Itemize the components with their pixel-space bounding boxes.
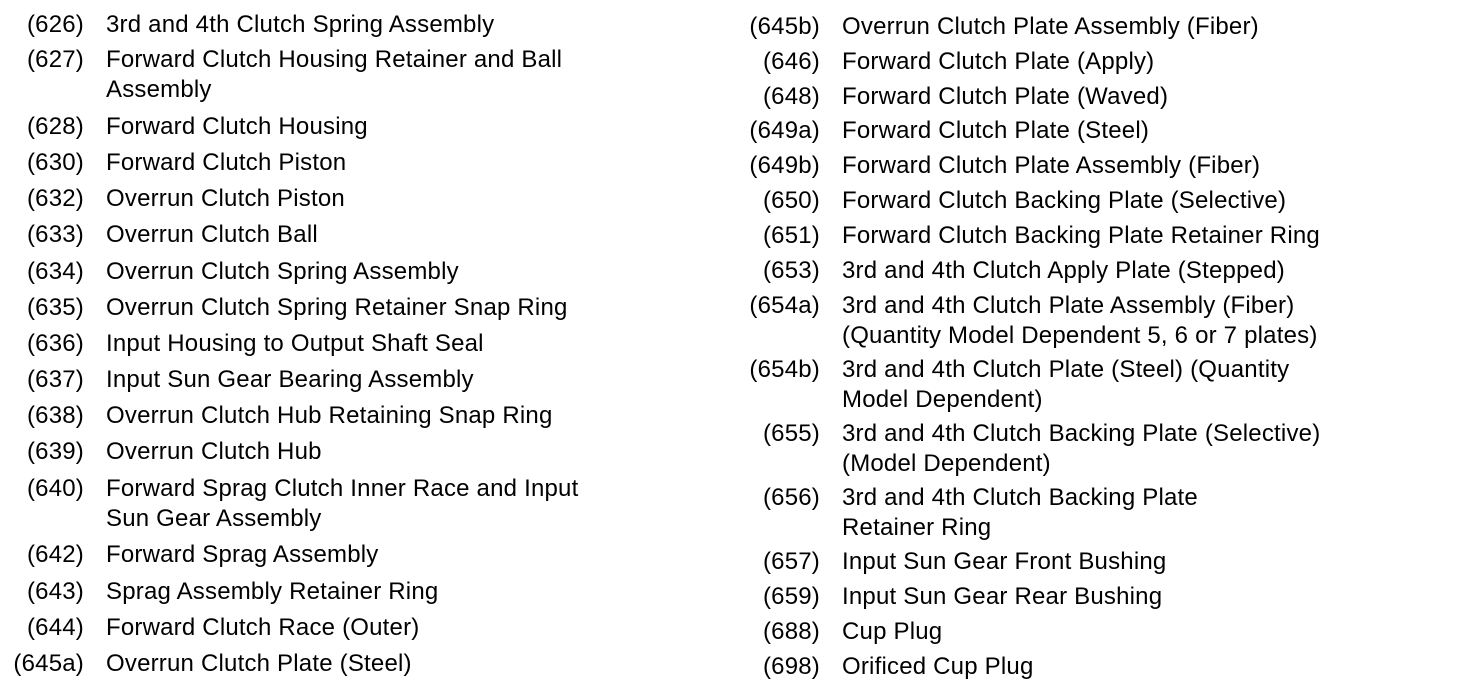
part-number: (650) [762,187,820,214]
part-description [106,649,412,679]
part-description [842,547,1166,577]
description-line: Overrun Clutch Plate Assembly (Fiber) [842,13,1259,40]
part-number: (645a) [13,650,84,677]
description-line: 3rd and 4th Clutch Backing Plate (Selective) [842,420,1321,447]
part-description [842,47,1154,77]
list-item [700,256,1285,286]
part-number: (632) [26,185,84,212]
list-item [0,613,420,643]
description-line: Forward Sprag Assembly [106,541,379,568]
part-description [842,82,1168,112]
part-description [106,293,568,323]
list-item [700,221,1320,251]
part-number: (628) [26,113,84,140]
description-line: Assembly [106,76,212,103]
description-line: Input Housing to Output Shaft Seal [106,330,484,357]
part-description [106,401,553,431]
part-description [106,540,379,570]
description-line: Forward Clutch Plate Assembly (Fiber) [842,152,1261,179]
part-number: (654a) [749,292,820,319]
description-line: Sun Gear Assembly [106,505,322,532]
list-item [0,257,459,287]
part-number: (630) [26,149,84,176]
list-item [0,540,379,570]
list-item [700,547,1166,577]
part-number: (649b) [749,152,820,179]
list-item [700,291,1318,351]
description-line: Forward Clutch Backing Plate Retainer Ring [842,222,1320,249]
description-line: 3rd and 4th Clutch Backing Plate [842,484,1198,511]
part-description [106,437,322,467]
list-item [0,112,368,142]
list-item [700,652,1034,682]
description-line: Forward Clutch Race (Outer) [106,614,420,641]
description-line: Input Sun Gear Bearing Assembly [106,366,474,393]
description-line: Overrun Clutch Spring Retainer Snap Ring [106,294,568,321]
part-number: (627) [26,46,84,73]
part-number: (640) [26,475,84,502]
list-item [700,116,1149,146]
description-line: Sprag Assembly Retainer Ring [106,578,439,605]
description-line: Cup Plug [842,618,943,645]
list-item [0,293,568,323]
part-description [842,582,1162,612]
part-description [842,291,1318,351]
description-line: Forward Clutch Housing [106,113,368,140]
description-line: Forward Clutch Plate (Steel) [842,117,1150,144]
description-line: Forward Clutch Housing Retainer and Ball [106,46,563,73]
part-number: (648) [762,83,820,110]
description-line: Overrun Clutch Plate (Steel) [106,650,412,677]
part-description [106,474,578,534]
description-line: (Quantity Model Dependent 5, 6 or 7 plates) [842,322,1318,349]
part-description [106,613,420,643]
part-description [106,577,438,607]
part-description [842,355,1289,415]
part-number: (636) [26,330,84,357]
part-number: (657) [762,548,820,575]
part-description [106,220,318,250]
part-number: (688) [762,618,820,645]
description-line: Input Sun Gear Front Bushing [842,548,1167,575]
part-description [842,652,1034,682]
part-number: (626) [26,11,84,38]
list-item [700,47,1154,77]
list-item [0,184,345,214]
part-description [106,365,474,395]
part-number: (656) [762,484,820,511]
list-item [0,401,553,431]
list-item [0,220,318,250]
list-item [0,148,346,178]
description-line: Overrun Clutch Spring Assembly [106,258,459,285]
description-line: Input Sun Gear Rear Bushing [842,583,1163,610]
list-item [700,582,1162,612]
list-item [700,12,1259,42]
description-line: (Model Dependent) [842,450,1051,477]
part-number: (645b) [749,13,820,40]
part-number: (651) [762,222,820,249]
part-description [842,116,1149,146]
part-description [106,45,562,105]
part-number: (649a) [749,117,820,144]
description-line: Overrun Clutch Hub [106,438,322,465]
part-number: (634) [26,258,84,285]
description-line: 3rd and 4th Clutch Plate Assembly (Fiber) [842,292,1295,319]
part-description [106,10,494,40]
part-number: (644) [26,614,84,641]
list-item [0,437,322,467]
part-description [106,257,459,287]
part-number: (646) [762,48,820,75]
description-line: Orificed Cup Plug [842,653,1034,680]
part-number: (637) [26,366,84,393]
part-description [106,184,345,214]
part-description [842,617,942,647]
part-description [842,151,1260,181]
part-description [842,221,1320,251]
list-item [700,82,1168,112]
part-number: (642) [26,541,84,568]
description-line: Retainer Ring [842,514,992,541]
description-line: 3rd and 4th Clutch Spring Assembly [106,11,495,38]
list-item [700,355,1289,415]
part-number: (635) [26,294,84,321]
list-item [0,577,438,607]
part-description [842,12,1259,42]
list-item [0,10,494,40]
description-line: Forward Clutch Plate (Apply) [842,48,1155,75]
list-item [700,617,942,647]
part-number: (655) [762,420,820,447]
description-line: Overrun Clutch Ball [106,221,318,248]
part-number: (638) [26,402,84,429]
list-item [0,45,562,105]
list-item [700,151,1260,181]
part-description [842,256,1285,286]
list-item [700,483,1198,543]
part-number: (698) [762,653,820,680]
description-line: Model Dependent) [842,386,1043,413]
list-item [700,419,1320,479]
part-description [842,483,1198,543]
part-number: (633) [26,221,84,248]
description-line: Forward Clutch Backing Plate (Selective) [842,187,1287,214]
part-number: (659) [762,583,820,610]
description-line: Overrun Clutch Piston [106,185,345,212]
part-description [106,112,368,142]
part-number: (654b) [749,356,820,383]
part-description [106,148,346,178]
part-description [106,329,484,359]
part-number: (643) [26,578,84,605]
part-number: (639) [26,438,84,465]
description-line: Overrun Clutch Hub Retaining Snap Ring [106,402,553,429]
description-line: Forward Clutch Plate (Waved) [842,83,1169,110]
description-line: Forward Sprag Clutch Inner Race and Input [106,475,579,502]
part-number: (653) [762,257,820,284]
list-item [0,329,484,359]
part-description [842,186,1286,216]
description-line: 3rd and 4th Clutch Plate (Steel) (Quantity [842,356,1290,383]
list-item [0,649,412,679]
part-description [842,419,1320,479]
list-item [0,474,578,534]
description-line: 3rd and 4th Clutch Apply Plate (Stepped) [842,257,1285,284]
list-item [0,365,474,395]
description-line: Forward Clutch Piston [106,149,347,176]
list-item [700,186,1286,216]
